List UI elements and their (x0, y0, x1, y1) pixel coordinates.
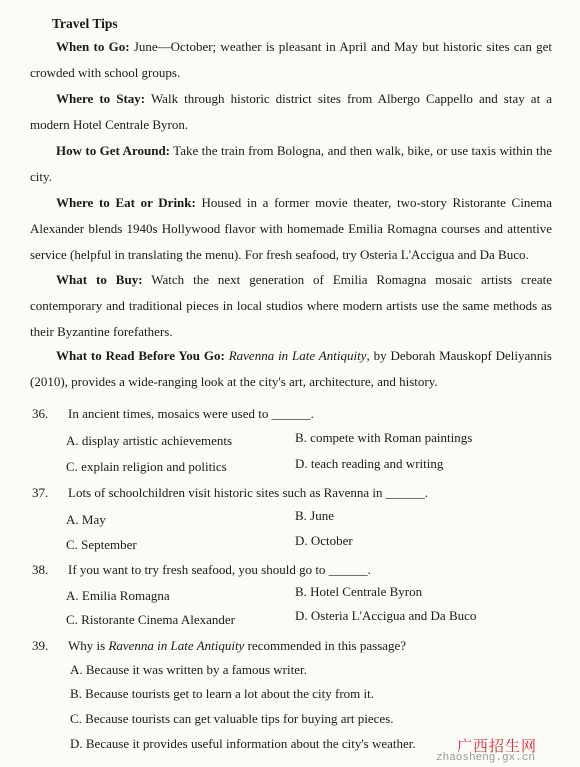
option-36d: D. teach reading and writing (295, 456, 444, 471)
site-watermark-cn: 广西招生网 (457, 737, 538, 755)
paragraph-how-to-get-around (30, 138, 552, 190)
paragraph-what-to-buy (30, 267, 552, 345)
paragraph-body: June—October; weather is pleasant in April and May but historic sites can get crowded with school groups. (30, 39, 552, 80)
paragraph-where-to-eat (30, 190, 552, 268)
paragraph-lead: How to Get Around: (56, 143, 170, 158)
option-38d: D. Osteria L'Accigua and Da Buco (295, 608, 477, 623)
question-number: 38. (32, 562, 49, 577)
option-38c: C. Ristorante Cinema Alexander (66, 612, 235, 627)
question-number: 37. (32, 485, 49, 500)
question-stem: If you want to try fresh seafood, you should go to ______. (68, 562, 371, 577)
question-stem: In ancient times, mosaics were used to ______. (68, 406, 314, 421)
site-watermark-url: zhaosheng.gx.cn (436, 752, 536, 764)
paragraph-body: Walk through historic district sites from Albergo Cappello and stay at a modern Hotel Centrale Byron. (30, 91, 552, 132)
option-39a: A. Because it was written by a famous writer. (70, 662, 307, 677)
question-stem: Why is Ravenna in Late Antiquity recommended in this passage? (68, 638, 407, 653)
option-37c: C. September (66, 537, 137, 552)
paragraph-lead: Where to Stay: (56, 91, 146, 106)
question-number: 36. (32, 406, 49, 421)
paragraph-lead: Where to Eat or Drink: (56, 195, 196, 210)
paragraph-lead: What to Read Before You Go: (56, 348, 225, 363)
question-number: 39. (32, 638, 49, 653)
option-36b: B. compete with Roman paintings (295, 430, 473, 445)
paragraph-what-to-read (30, 343, 552, 395)
option-38b: B. Hotel Centrale Byron (295, 584, 423, 599)
paragraph-body: Housed in a former movie theater, two-story Ristorante Cinema Alexander blends 1940s Hollywood flavor with homemade Emilia Romagna courses and attentive service (helpful in translating the menu). For fresh seafood, try Osteria L'Accigua and Da Buco. (30, 195, 552, 262)
book-title: Ravenna in Late Antiquity (224, 348, 367, 363)
paragraph-lead: What to Buy: (56, 272, 143, 287)
book-title: Ravenna in Late Antiquity (108, 638, 245, 653)
option-39d: D. Because it provides useful information about the city's weather. (70, 736, 416, 751)
option-37b: B. June (295, 508, 334, 523)
option-37d: D. October (295, 533, 353, 548)
option-39c: C. Because tourists can get valuable tips for buying art pieces. (70, 711, 394, 726)
question-stem: Lots of schoolchildren visit historic sites such as Ravenna in ______. (68, 485, 428, 500)
option-38a: A. Emilia Romagna (66, 588, 170, 603)
paragraph-lead: When to Go: (56, 39, 130, 54)
paragraph-where-to-stay (30, 86, 552, 138)
paragraph-when-to-go (30, 34, 552, 86)
paragraph-body: , by Deborah Mauskopf Deliyannis (2010), provides a wide-ranging look at the city's art, architecture, and history. (30, 348, 552, 389)
option-39b: B. Because tourists get to learn a lot about the city from it. (70, 686, 374, 701)
paragraph-body: Watch the next generation of Emilia Romagna mosaic artists create contemporary and traditional pieces in local studios where modern artists use the same methods as their Byzantine forefathers. (30, 272, 553, 339)
paragraph-body: Take the train from Bologna, and then walk, bike, or use taxis within the city. (30, 143, 552, 184)
option-36a: A. display artistic achievements (66, 433, 233, 448)
option-36c: C. explain religion and politics (66, 459, 227, 474)
section-title: Travel Tips (52, 16, 118, 31)
option-37a: A. May (66, 512, 106, 527)
